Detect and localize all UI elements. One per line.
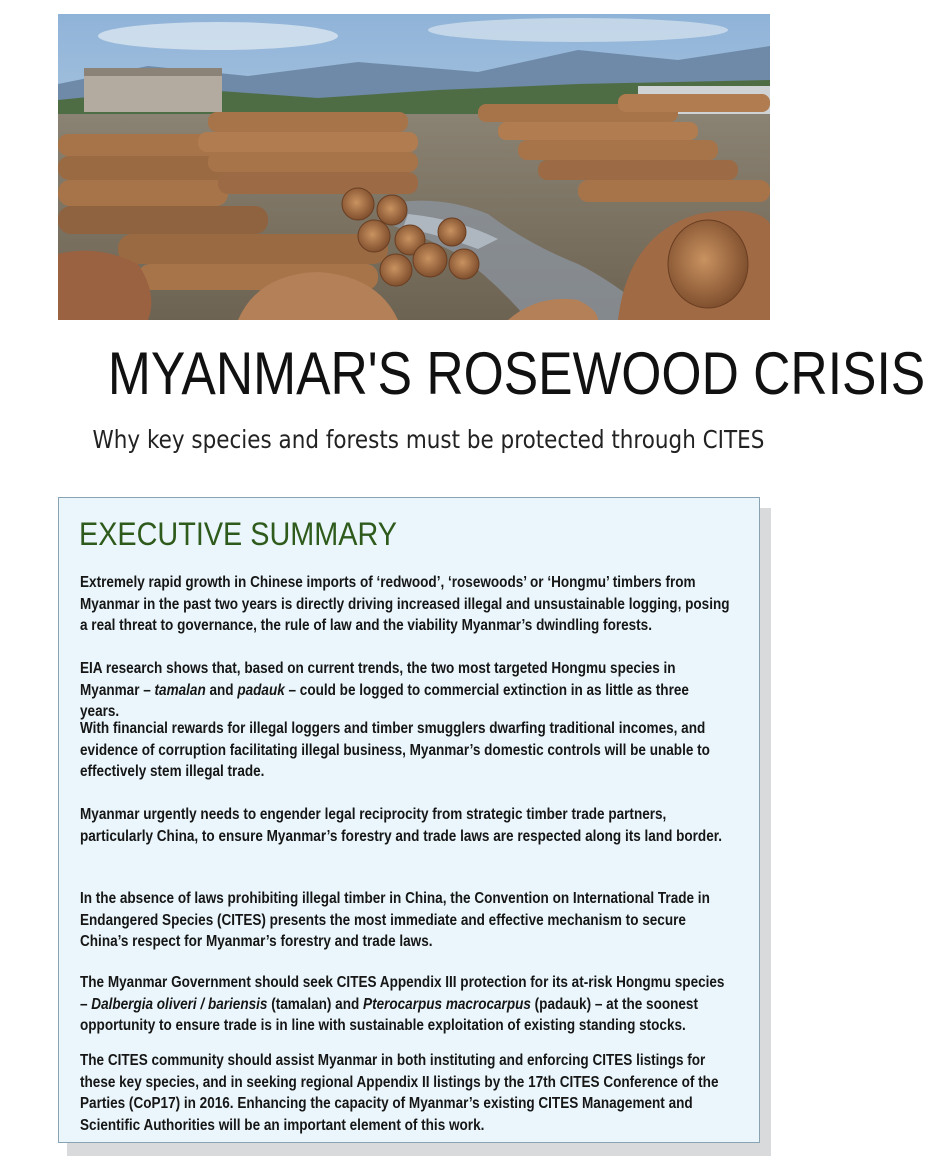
timber-yard-photo-icon bbox=[58, 14, 770, 320]
summary-paragraph-2 bbox=[80, 658, 731, 723]
p6-text-e: (padauk) – at the soonest opportunity to ensure trade is in line with sustainable exploitation of existing standing stocks. bbox=[80, 995, 698, 1034]
summary-paragraph-3: With financial rewards for illegal loggers and timber smugglers dwarfing traditional incomes, and evidence of corruption facilitating illegal business, Myanmar’s domestic controls will be unable to effectively stem illegal trade. bbox=[80, 720, 710, 780]
species-name-pterocarpus: Pterocarpus macrocarpus bbox=[363, 995, 531, 1013]
species-name-tamalan: tamalan bbox=[154, 681, 206, 699]
species-name-padauk: padauk bbox=[237, 681, 285, 699]
summary-paragraph-5: In the absence of laws prohibiting illegal timber in China, the Convention on International Trade in Endangered Species (CITES) presents the most immediate and effective mechanism to secure China’s respect for Myanmar’s forestry and trade laws. bbox=[80, 890, 710, 950]
summary-paragraph-4: Myanmar urgently needs to engender legal reciprocity from strategic timber trade partners, particularly China, to ensure Myanmar’s forestry and trade laws are respected along its land border. bbox=[80, 806, 723, 845]
p2-text-c: and bbox=[205, 681, 238, 699]
p2-text-e: – could be logged to commercial extinction in as little as three years. bbox=[80, 681, 689, 720]
summary-heading: EXECUTIVE SUMMARY bbox=[79, 516, 397, 552]
summary-paragraph-6 bbox=[80, 972, 731, 1037]
p6-text-a: The Myanmar Government should seek CITES Appendix III protection for its at-risk Hongmu species – bbox=[80, 974, 725, 1013]
species-name-dalbergia: Dalbergia oliveri / bariensis bbox=[91, 995, 268, 1013]
executive-summary-box bbox=[58, 497, 760, 1143]
summary-paragraph-7: The CITES community should assist Myanmar in both instituting and enforcing CITES listings for these key species, and in seeking regional Appendix II listings by the 17th CITES Conference of the Parties (CoP17) in 2016. Enhancing the capacity of Myanmar’s existing CITES Management and Scientific Authorities will be an important element of this work. bbox=[80, 1052, 719, 1134]
summary-paragraph-1: Extremely rapid growth in Chinese imports of ‘redwood’, ‘rosewoods’ or ‘Hongmu’ timbers from Myanmar in the past two years is directly driving increased illegal and unsustainable logging, posing a real threat to governance, the rule of law and the viability Myanmar’s dwindling forests. bbox=[80, 574, 730, 634]
p6-text-c: (tamalan) and bbox=[267, 995, 364, 1013]
p2-text-a: EIA research shows that, based on current trends, the two most targeted Hongmu species in Myanmar – bbox=[80, 660, 676, 699]
page-subtitle: Why key species and forests must be protected through CITES bbox=[92, 425, 765, 454]
page-title: MYANMAR'S ROSEWOOD CRISIS bbox=[107, 340, 925, 407]
